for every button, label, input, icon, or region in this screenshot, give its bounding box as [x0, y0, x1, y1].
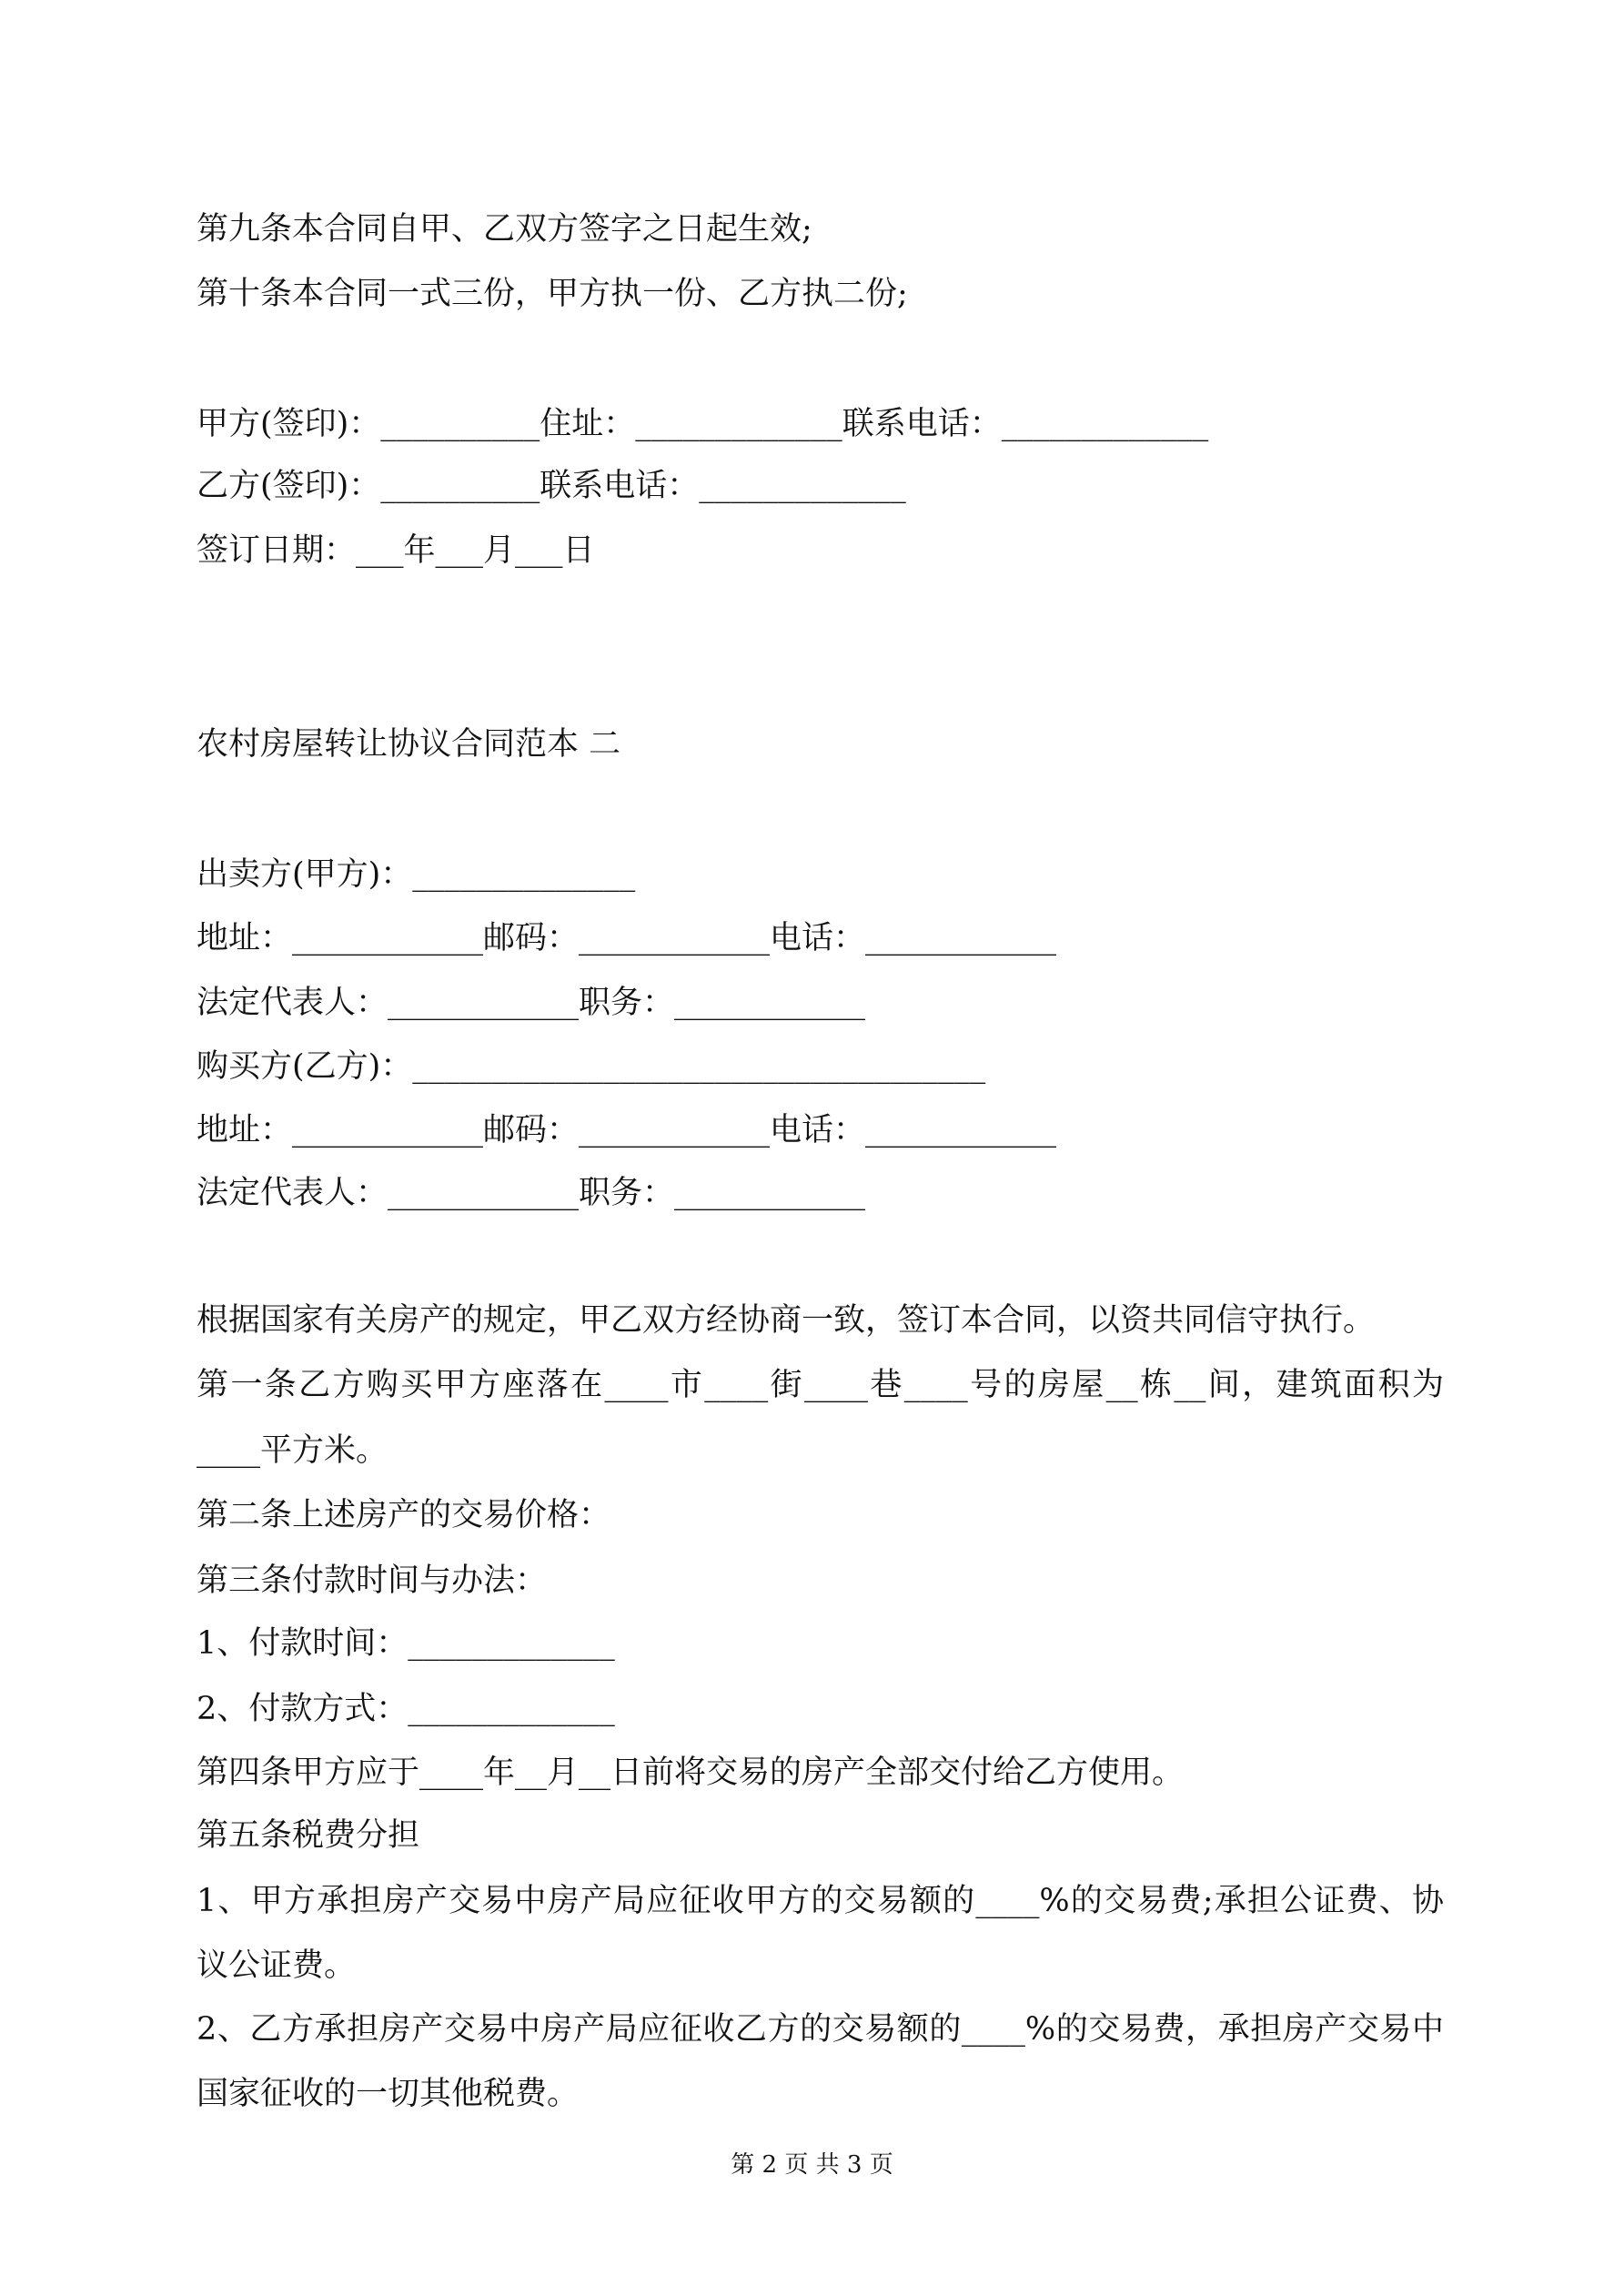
body-line: 根据国家有关房产的规定，甲乙双方经协商一致，签订本合同，以资共同信守执行。	[197, 1302, 1376, 1339]
party-field-line: 地址：____________邮码：____________电话：____________	[197, 1112, 1057, 1148]
contract-title: 农村房屋转让协议合同范本 二	[197, 726, 621, 763]
body-line: ____平方米。	[197, 1432, 388, 1469]
signature-party-b: 乙方(签印)：__________联系电话：_____________	[197, 468, 906, 504]
body-line: 2、乙方承担房产交易中房产局应征收乙方的交易额的____%的交易费，承担房产交易中	[197, 2011, 1444, 2048]
body-line: 国家征收的一切其他税费。	[197, 2076, 580, 2112]
party-field-line: 法定代表人：____________职务：____________	[197, 985, 866, 1021]
party-field-line: 法定代表人：____________职务：____________	[197, 1175, 866, 1211]
body-line: 第一条乙方购买甲方座落在____市____街____巷____号的房屋__栋__间，建筑面积为	[197, 1367, 1444, 1403]
body-line: 2、付款方式：_____________	[197, 1691, 615, 1727]
body-line: 第四条甲方应于____年__月__日前将交易的房产全部交付给乙方使用。	[197, 1755, 1185, 1791]
body-line: 第三条付款时间与办法：	[197, 1563, 548, 1599]
page-number: 第 2 页 共 3 页	[731, 2151, 893, 2179]
body-line: 1、甲方承担房产交易中房产局应征收甲方的交易额的____%的交易费;承担公证费、协	[197, 1883, 1444, 1919]
signing-date: 签订日期：___年___月___日	[197, 532, 595, 569]
signature-party-a: 甲方(签印)：__________住址：_____________联系电话：_____________	[197, 406, 1209, 442]
body-line: 第二条上述房产的交易价格：	[197, 1497, 611, 1533]
party-field-line: 地址：____________邮码：____________电话：____________	[197, 920, 1057, 956]
body-line: 第五条税费分担	[197, 1817, 420, 1854]
article-9: 第九条本合同自甲、乙双方签字之日起生效;	[197, 211, 812, 248]
article-10: 第十条本合同一式三份，甲方执一份、乙方执二份;	[197, 276, 908, 312]
party-field-line: 购买方(乙方)：____________________________________	[197, 1048, 986, 1085]
party-field-line: 出卖方(甲方)：______________	[197, 856, 636, 893]
body-line: 议公证费。	[197, 1947, 357, 1984]
body-line: 1、付款时间：_____________	[197, 1625, 615, 1662]
